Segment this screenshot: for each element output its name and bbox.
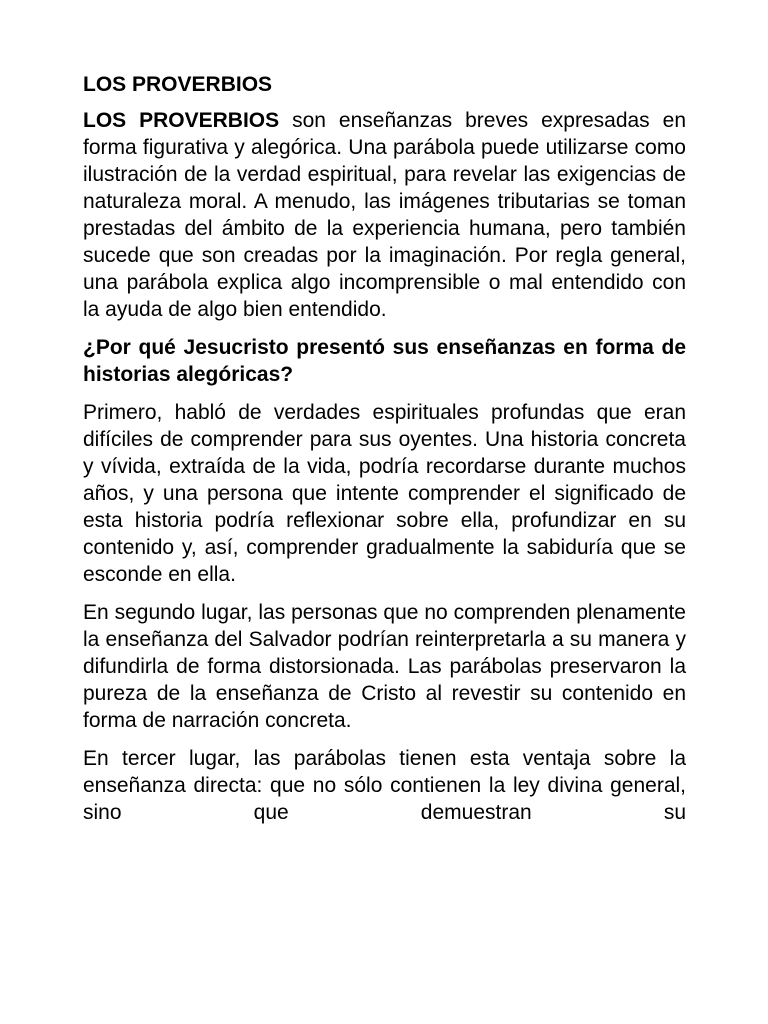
section-question-heading: ¿Por qué Jesucristo presentó sus enseñanzas en forma de historias alegóricas? [83,336,686,386]
paragraph-third-reason: En tercer lugar, las parábolas tienen esta ventaja sobre la enseñanza directa: que no sólo contienen la ley divina general, sino que demuestran su [83,747,686,824]
paragraph-first-reason: Primero, habló de verdades espirituales profundas que eran difíciles de comprender para sus oyentes. Una historia concreta y vívida, extraída de la vida, podría recordarse durante muchos años, y una persona que intente comprender el significado de esta historia podría reflexionar sobre ella, profundizar en su contenido y, así, comprender gradualmente la sabiduría que se esconde en ella. [83,401,686,586]
paragraph-intro-text: son enseñanzas breves expresadas en forma figurativa y alegórica. Una parábola puede utilizarse como ilustración de la verdad espiritual, para revelar las exigencias de naturaleza moral. A menudo, las imágenes tributarias se toman prestadas del ámbito de la experiencia humana, pero también sucede que son creadas por la imaginación. Por regla general, una parábola explica algo incomprensible o mal entendido con la ayuda de algo bien entendido. [83,109,686,321]
paragraph-intro-lead: LOS PROVERBIOS [83,109,280,132]
paragraph-second-reason: En segundo lugar, las personas que no comprenden plenamente la enseñanza del Salvador podrían reinterpretarla a su manera y difundirla de forma distorsionada. Las parábolas preservaron la pureza de la enseñanza de Cristo al revestir su contenido en forma de narración concreta. [83,601,686,732]
document-title: LOS PROVERBIOS [83,73,273,96]
paragraph-intro [83,107,686,323]
